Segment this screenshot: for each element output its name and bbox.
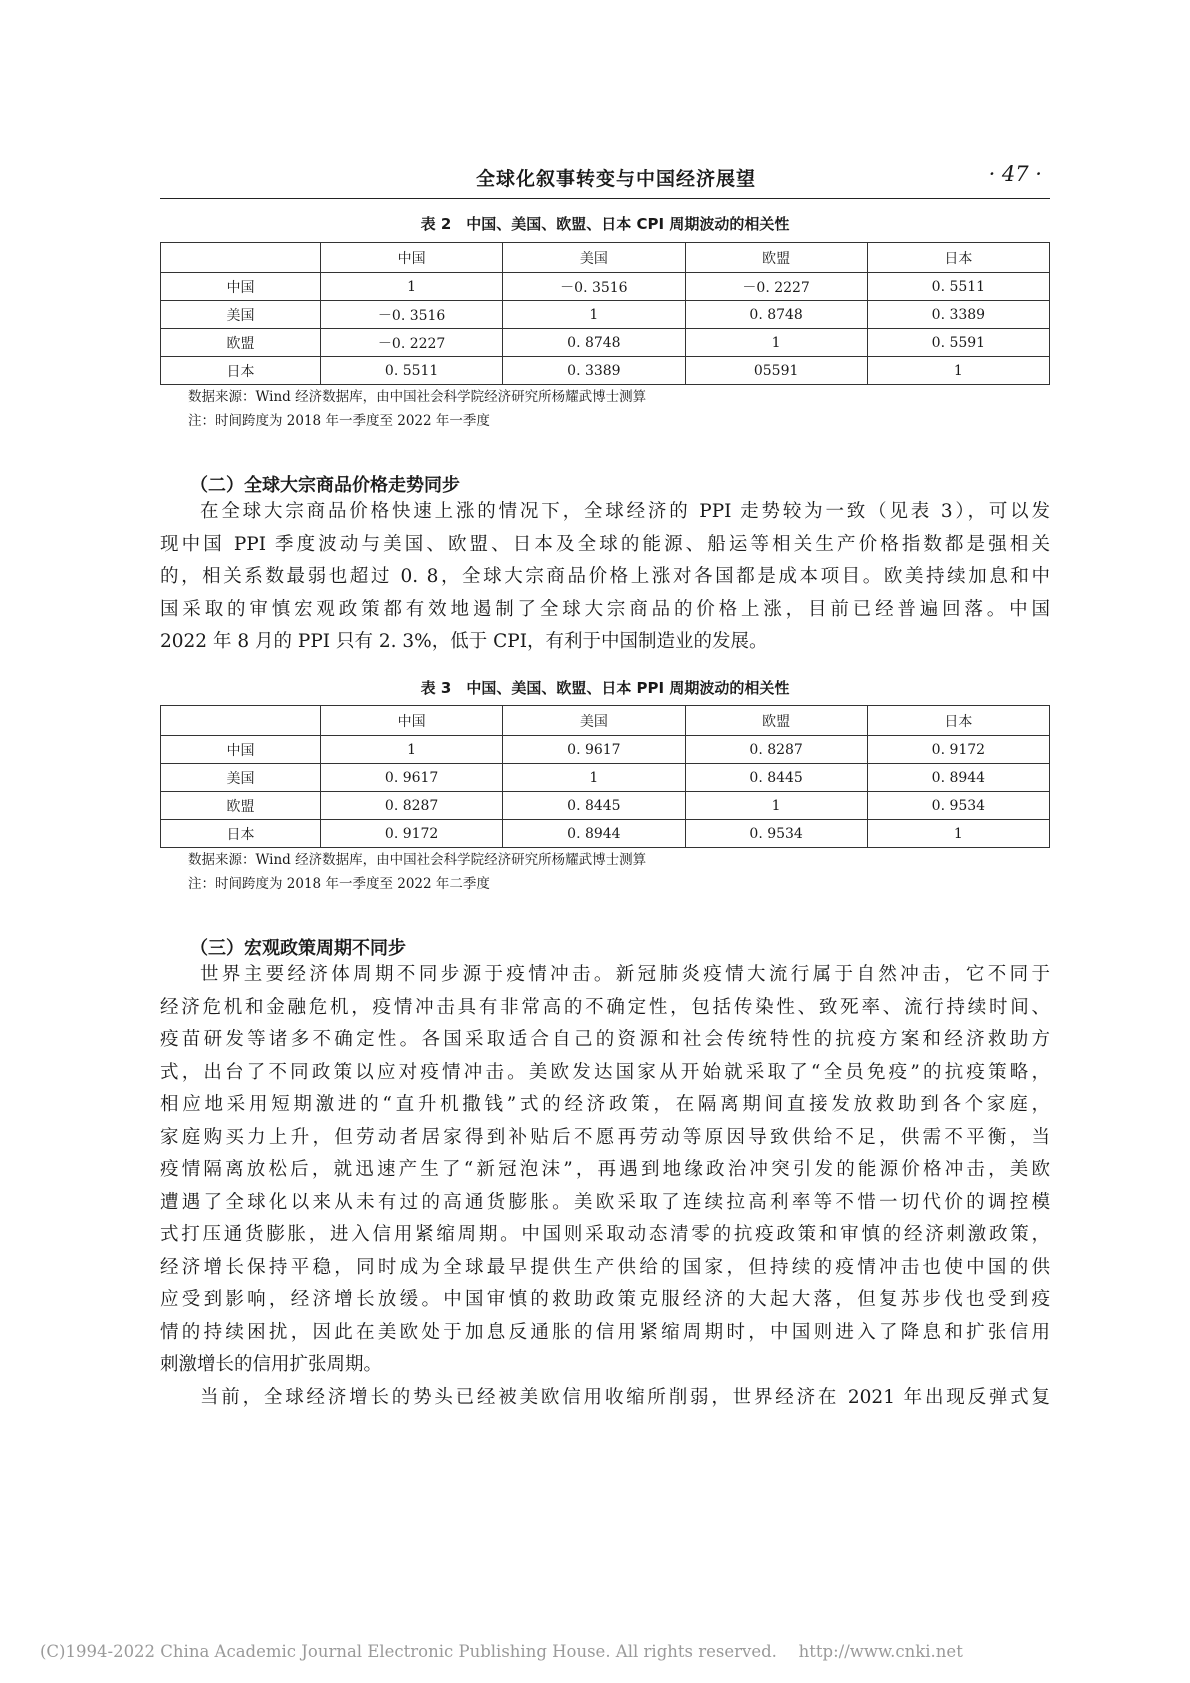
- table-cell: 0. 9172: [867, 736, 1049, 764]
- table-header-row: [161, 243, 1050, 273]
- table-cell: 0. 9617: [503, 736, 685, 764]
- header-cell: 日本: [867, 706, 1049, 736]
- row-label: 中国: [161, 736, 321, 764]
- table-cell: 0. 8748: [685, 301, 867, 329]
- table-3-note: 注：时间跨度为 2018 年一季度至 2022 年二季度: [188, 876, 490, 892]
- header-cell: 美国: [503, 243, 685, 273]
- text-line: 遭遇了全球化以来从未有过的高通货膨胀。美欧采取了连续拉高利率等不惜一切代价的调控模: [160, 1191, 1050, 1213]
- table-3-ppi-correlation: [160, 705, 1050, 848]
- section-3-paragraph-1: [160, 959, 1050, 1382]
- table-row: [161, 329, 1050, 357]
- table-cell: 0. 9534: [867, 792, 1049, 820]
- table-cell: 0. 5511: [321, 357, 503, 385]
- row-label: 欧盟: [161, 792, 321, 820]
- section-2-heading: （二）全球大宗商品价格走势同步: [190, 475, 460, 496]
- table-cell: －0. 2227: [321, 329, 503, 357]
- text-line: 式打压通货膨胀，进入信用紧缩周期。中国则采取动态清零的抗疫政策和审慎的经济刺激政策，: [160, 1224, 1050, 1245]
- header-cell: [161, 706, 321, 736]
- text-line: 刺激增长的信用扩张周期。: [160, 1354, 383, 1375]
- section-2-paragraph: [160, 496, 1050, 659]
- text-line: 在全球大宗商品价格快速上涨的情况下，全球经济的 PPI 走势较为一致（见表 3），可以发: [200, 501, 1050, 522]
- text-line: 的，相关系数最弱也超过 0. 8，全球大宗商品价格上涨对各国都是成本项目。欧美持续加息和中: [160, 566, 1050, 587]
- table-cell: 0. 8287: [321, 792, 503, 820]
- table-cell: －0. 3516: [503, 273, 685, 301]
- text-line: 应受到影响，经济增长放缓。中国审慎的救助政策克服经济的大起大落，但复苏步伐也受到疫: [160, 1289, 1050, 1310]
- table-header-row: [161, 706, 1050, 736]
- copyright-footer: (C)1994-2022 China Academic Journal Electronic Publishing House. All rights reserved. http://www.cnki.net: [40, 1642, 963, 1661]
- table-row: [161, 301, 1050, 329]
- table-cell: 0. 8944: [503, 820, 685, 848]
- section-3-paragraph-2: [160, 1382, 1050, 1415]
- row-label: 美国: [161, 301, 321, 329]
- table-cell: 0. 8445: [503, 792, 685, 820]
- text-line: 2022 年 8 月的 PPI 只有 2. 3%，低于 CPI，有利于中国制造业的发展。: [160, 631, 768, 652]
- table-cell: 0. 3389: [503, 357, 685, 385]
- header-cell: 中国: [321, 706, 503, 736]
- table-2-cpi-correlation: [160, 242, 1050, 385]
- row-label: 欧盟: [161, 329, 321, 357]
- row-label: 日本: [161, 820, 321, 848]
- table-3-source: 数据来源：Wind 经济数据库，由中国社会科学院经济研究所杨耀武博士测算: [188, 852, 647, 868]
- table-2-note: 注：时间跨度为 2018 年一季度至 2022 年一季度: [188, 413, 490, 429]
- table-2-caption: 表 2 中国、美国、欧盟、日本 CPI 周期波动的相关性: [420, 215, 790, 233]
- table-cell: 0. 3389: [867, 301, 1049, 329]
- row-label: 中国: [161, 273, 321, 301]
- table-cell: 0. 9534: [685, 820, 867, 848]
- text-line: 现中国 PPI 季度波动与美国、欧盟、日本及全球的能源、船运等相关生产价格指数都是强相关: [160, 533, 1050, 555]
- table-cell: 0. 8287: [685, 736, 867, 764]
- running-header: [160, 160, 1050, 199]
- table-cell: 0. 8445: [685, 764, 867, 792]
- table-cell: 0. 8748: [503, 329, 685, 357]
- table-row: [161, 736, 1050, 764]
- table-row: [161, 764, 1050, 792]
- page-number: · 47 ·: [988, 162, 1042, 186]
- table-cell: 05591: [685, 357, 867, 385]
- table-cell: 0. 9172: [321, 820, 503, 848]
- table-cell: 1: [867, 820, 1049, 848]
- table-cell: 1: [321, 273, 503, 301]
- running-title: 全球化叙事转变与中国经济展望: [476, 168, 757, 190]
- text-line: 国采取的审慎宏观政策都有效地遏制了全球大宗商品的价格上涨，目前已经普遍回落。中国: [160, 598, 1050, 620]
- table-3-caption: 表 3 中国、美国、欧盟、日本 PPI 周期波动的相关性: [420, 679, 790, 697]
- row-label: 美国: [161, 764, 321, 792]
- table-cell: 0. 8944: [867, 764, 1049, 792]
- header-cell: 中国: [321, 243, 503, 273]
- text-line: 家庭购买力上升，但劳动者居家得到补贴后不愿再劳动等原因导致供给不足，供需不平衡，当: [160, 1126, 1050, 1148]
- text-line: 疫苗研发等诸多不确定性。各国采取适合自己的资源和社会传统特性的抗疫方案和经济救助方: [160, 1029, 1050, 1050]
- table-cell: 0. 9617: [321, 764, 503, 792]
- table-cell: －0. 2227: [685, 273, 867, 301]
- header-cell: 欧盟: [685, 706, 867, 736]
- text-line: 疫情隔离放松后，就迅速产生了“新冠泡沫”，再遇到地缘政治冲突引发的能源价格冲击，美欧: [160, 1159, 1050, 1180]
- text-line: 经济增长保持平稳，同时成为全球最早提供生产供给的国家，但持续的疫情冲击也使中国的供: [160, 1256, 1050, 1278]
- header-cell: 日本: [867, 243, 1049, 273]
- table-2-source: 数据来源：Wind 经济数据库，由中国社会科学院经济研究所杨耀武博士测算: [188, 389, 647, 405]
- table-cell: 1: [503, 764, 685, 792]
- text-line: 相应地采用短期激进的“直升机撒钱”式的经济政策，在隔离期间直接发放救助到各个家庭，: [160, 1094, 1050, 1115]
- table-cell: 1: [685, 329, 867, 357]
- table-cell: 0. 5511: [867, 273, 1049, 301]
- table-row: [161, 357, 1050, 385]
- table-row: [161, 792, 1050, 820]
- header-cell: [161, 243, 321, 273]
- table-cell: 0. 5591: [867, 329, 1049, 357]
- table-cell: 1: [321, 736, 503, 764]
- table-cell: 1: [867, 357, 1049, 385]
- table-cell: 1: [685, 792, 867, 820]
- row-label: 日本: [161, 357, 321, 385]
- table-cell: 1: [503, 301, 685, 329]
- text-line: 当前，全球经济增长的势头已经被美欧信用收缩所削弱，世界经济在 2021 年出现反弹式复: [200, 1387, 1050, 1408]
- table-cell: －0. 3516: [321, 301, 503, 329]
- text-line: 情的持续困扰，因此在美欧处于加息反通胀的信用紧缩周期时，中国则进入了降息和扩张信用: [160, 1321, 1050, 1343]
- table-row: [161, 273, 1050, 301]
- text-line: 式，出台了不同政策以应对疫情冲击。美欧发达国家从开始就采取了“全员免疫”的抗疫策略，: [160, 1061, 1050, 1083]
- header-cell: 欧盟: [685, 243, 867, 273]
- header-cell: 美国: [503, 706, 685, 736]
- table-row: [161, 820, 1050, 848]
- section-3-heading: （三）宏观政策周期不同步: [190, 938, 406, 959]
- text-line: 经济危机和金融危机，疫情冲击具有非常高的不确定性，包括传染性、致死率、流行持续时间、: [160, 996, 1050, 1018]
- text-line: 世界主要经济体周期不同步源于疫情冲击。新冠肺炎疫情大流行属于自然冲击，它不同于: [200, 964, 1050, 985]
